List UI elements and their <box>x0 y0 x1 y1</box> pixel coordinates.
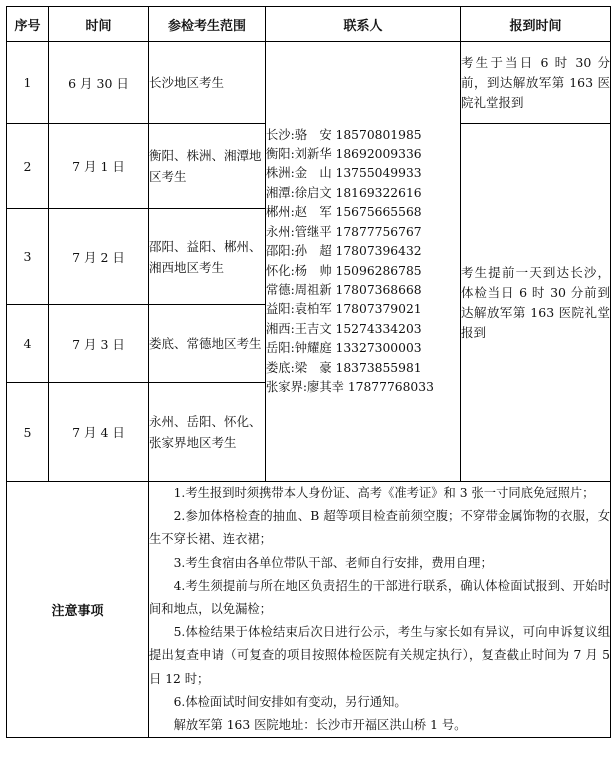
header-time: 时间 <box>49 7 149 42</box>
contact-entry: 株洲:金 山 13755049933 <box>266 166 422 181</box>
header-index: 序号 <box>7 7 49 42</box>
contact-entry: 永州:管继平 17877756767 <box>266 224 422 239</box>
notes-row <box>7 482 611 738</box>
contact-entry: 郴州:赵 军 15675665568 <box>266 205 422 220</box>
row-range: 衡阳、株洲、湘潭地区考生 <box>149 124 266 209</box>
contact-entry: 邵阳:孙 超 17807396432 <box>266 244 422 259</box>
header-row <box>7 7 611 42</box>
contact-entry: 长沙:骆 安 18570801985 <box>266 127 422 142</box>
notes-content <box>149 482 611 738</box>
contact-entry: 怀化:杨 帅 15096286785 <box>266 263 422 278</box>
contact-entry: 益阳:袁柏军 17807379021 <box>266 302 422 317</box>
row-range: 邵阳、益阳、郴州、湘西地区考生 <box>149 209 266 305</box>
row-range: 长沙地区考生 <box>149 42 266 124</box>
header-range: 参检考生范围 <box>149 7 266 42</box>
row-index: 2 <box>7 124 49 209</box>
row-range: 永州、岳阳、怀化、张家界地区考生 <box>149 383 266 482</box>
note-item: 2.参加体格检查的抽血、B 超等项目检查前须空腹；不穿带金属饰物的衣服，女生不穿长裙、连衣裙； <box>149 509 610 547</box>
contact-list <box>266 42 461 482</box>
notes-label: 注意事项 <box>7 482 149 738</box>
report-time-first: 考生于当日 6 时 30 分前，到达解放军第 163 医院礼堂报到 <box>461 42 611 124</box>
contact-entry: 湘潭:徐启文 18169322616 <box>266 185 422 200</box>
row-range: 娄底、常德地区考生 <box>149 305 266 383</box>
contact-entry: 衡阳:刘新华 18692009336 <box>266 147 422 162</box>
row-index: 3 <box>7 209 49 305</box>
contact-entry: 岳阳:钟耀庭 13327300003 <box>266 341 422 356</box>
schedule-table <box>6 6 611 738</box>
note-item: 3.考生食宿由各单位带队干部、老师自行安排，费用自理； <box>173 555 493 570</box>
row-date: 7 月 2 日 <box>49 209 149 305</box>
note-item: 4.考生须提前与所在地区负责招生的干部进行联系，确认体检面试报到、开始时间和地点，以免漏检； <box>149 578 610 617</box>
note-item: 5.体检结果于体检结束后次日进行公示，考生与家长如有异议，可向申诉复议组提出复查申请（可复查的项目按照体检医院有关规定执行），复查截止时间为 7 月 5 日 12 时； <box>149 625 610 686</box>
row-date: 7 月 4 日 <box>49 383 149 482</box>
table-row <box>7 42 611 124</box>
row-date: 6 月 30 日 <box>49 42 149 124</box>
note-item: 6.体检面试时间安排如有变动，另行通知。 <box>173 694 407 709</box>
hospital-address: 解放军第 163 医院地址：长沙市开福区洪山桥 1 号。 <box>173 718 467 733</box>
row-index: 1 <box>7 42 49 124</box>
header-report: 报到时间 <box>461 7 611 42</box>
contact-entry: 张家界:廖其幸 17877768033 <box>266 379 434 394</box>
report-time-others: 考生提前一天到达长沙，体检当日 6 时 30 分前到达解放军第 163 医院礼堂报到 <box>461 124 611 482</box>
contact-entry: 湘西:王吉文 15274334203 <box>266 321 422 336</box>
row-index: 4 <box>7 305 49 383</box>
contact-entry: 娄底:梁 豪 18373855981 <box>266 360 422 375</box>
row-index: 5 <box>7 383 49 482</box>
row-date: 7 月 3 日 <box>49 305 149 383</box>
contact-entry: 常德:周祖新 17807368668 <box>266 282 422 297</box>
note-item: 1.考生报到时须携带本人身份证、高考《准考证》和 3 张一寸同底免冠照片； <box>173 486 595 500</box>
header-contact: 联系人 <box>266 7 461 42</box>
row-date: 7 月 1 日 <box>49 124 149 209</box>
